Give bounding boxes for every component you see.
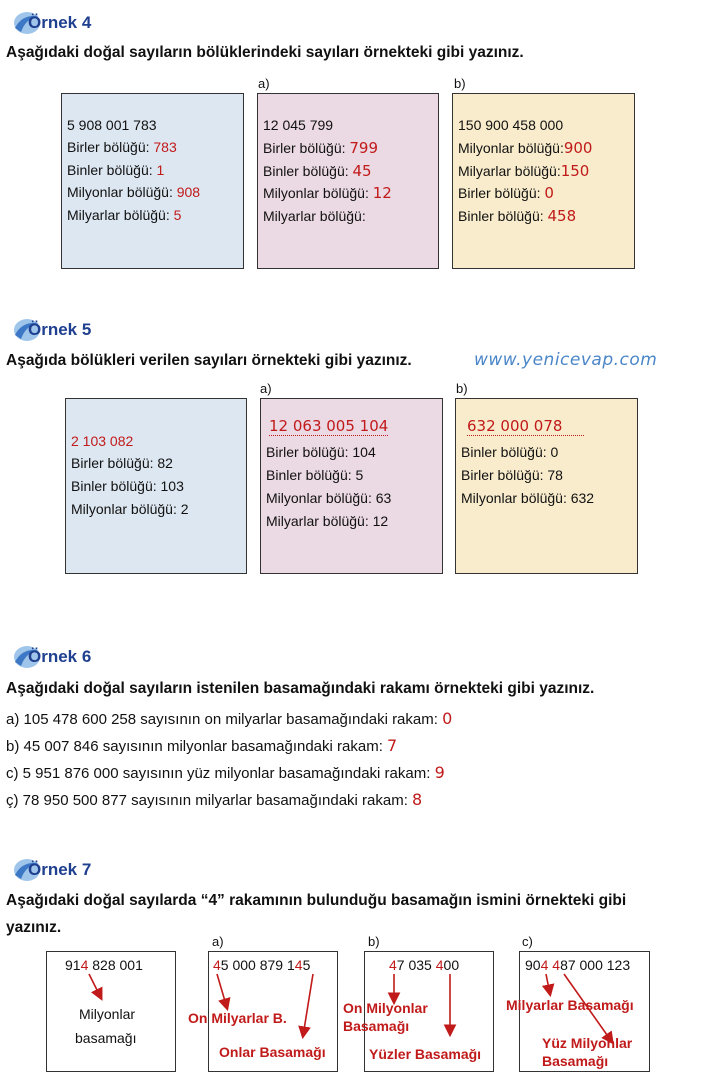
item-text: a) 105 478 600 258 sayısının on milyarlar basamağındaki rakam: (6, 711, 438, 728)
row-label: Milyarlar bölüğü: (263, 208, 366, 224)
item-text: ç) 78 950 500 877 sayısının milyarlar basamağındaki rakam: (6, 792, 408, 809)
ornek5-title: Örnek 5 (28, 320, 92, 339)
row-label: Milyarlar bölüğü: (67, 207, 170, 223)
ornek4-b-box (452, 93, 635, 269)
ornek6-item (6, 736, 397, 755)
ornek5-b-row: Birler bölüğü: 78 (461, 467, 563, 483)
label-line: Basamağı (343, 1018, 410, 1034)
digit-four: 4 (213, 957, 221, 973)
row-value: 1 (156, 162, 165, 178)
ornek5-example-row: Binler bölüğü: 103 (71, 478, 184, 494)
ornek5-example-row: Milyonlar bölüğü: 2 (71, 501, 189, 517)
ornek4-a-row (263, 207, 366, 225)
watermark: www.yenicevap.com (474, 350, 658, 370)
ornek4-a-box (257, 93, 439, 269)
ornek4-example-row (67, 139, 177, 155)
row-label: Binler bölüğü: (263, 163, 349, 179)
row-value: 783 (153, 139, 177, 155)
ornek7-a-label2: Onlar Basamağı (219, 1044, 326, 1060)
number-part: 5 000 879 1 (220, 957, 295, 973)
ornek6-title: Örnek 6 (28, 647, 92, 666)
ornek5-example-number: 2 103 082 (71, 433, 134, 449)
ornek5-example-row: Birler bölüğü: 82 (71, 455, 173, 471)
row-label: Milyonlar bölüğü: (67, 184, 173, 200)
ornek4-example-box (61, 93, 244, 269)
label-line: Yüz Milyonlar (542, 1035, 633, 1051)
ornek7-example-answer2: basamağı (75, 1030, 137, 1046)
ornek5-a-row: Milyonlar bölüğü: 63 (266, 490, 392, 506)
ornek7-example-box (46, 951, 176, 1072)
row-label: Milyarlar bölüğü: (458, 163, 561, 179)
row-value: 908 (176, 184, 201, 200)
item-text: c) 5 951 876 000 sayısının yüz milyonlar basamağındaki rakam: (6, 765, 431, 782)
number-part: 91 (65, 957, 81, 973)
ornek4-example-row (67, 184, 200, 200)
digit-four: 4 (552, 957, 561, 973)
ornek4-example-row (67, 207, 181, 223)
label-line: On Milyonlar (343, 1000, 428, 1016)
row-answer: 0 (544, 184, 554, 202)
ornek7-tag-b: b) (368, 934, 380, 949)
number-part: 7 035 (396, 957, 436, 973)
ornek7-c-label2 (542, 1034, 632, 1070)
ornek6-instruction: Aşağıdaki doğal sayıların istenilen basamağındaki rakamı örnekteki gibi yazınız. (6, 680, 595, 697)
number-part: 5 (302, 957, 311, 973)
ornek5-a-answer: 12 063 005 104 (269, 417, 389, 435)
row-label: Birler bölüğü: (263, 140, 346, 156)
ornek6-item (6, 763, 445, 782)
ornek5-a-box (260, 398, 443, 574)
number-part: 828 001 (88, 957, 143, 973)
item-answer: 7 (387, 736, 398, 755)
ornek4-tag-a: a) (258, 76, 270, 91)
ornek6-item (6, 790, 422, 809)
row-answer: 458 (547, 207, 577, 225)
ornek5-tag-a: a) (260, 381, 272, 396)
ornek5-tag-b: b) (456, 381, 468, 396)
ornek4-example-number: 5 908 001 783 (67, 117, 157, 133)
ornek5-b-box (455, 398, 638, 574)
item-answer: 8 (412, 790, 423, 809)
digit-four: 4 (294, 957, 303, 973)
ornek5-a-row: Birler bölüğü: 104 (266, 444, 376, 460)
ornek4-b-row (458, 184, 554, 202)
ornek6-item (6, 709, 452, 728)
ornek5-b-row: Milyonlar bölüğü: 632 (461, 490, 595, 506)
item-answer: 0 (442, 709, 453, 728)
ornek4-title: Örnek 4 (28, 13, 92, 32)
ornek4-b-row (458, 162, 589, 180)
number-part: 87 000 123 (560, 957, 631, 973)
ornek7-instruction-line1: Aşağıdaki doğal sayılarda “4” rakamının bulunduğu basamağın ismini örnekteki gibi (6, 892, 627, 909)
row-answer: 799 (349, 139, 379, 157)
number-part: 90 (525, 957, 541, 973)
ornek5-a-row: Milyarlar bölüğü: 12 (266, 513, 389, 529)
item-answer: 9 (434, 763, 445, 782)
digit-four: 4 (80, 957, 89, 973)
ornek4-example-row (67, 162, 164, 178)
ornek4-b-number: 150 900 458 000 (458, 117, 564, 133)
ornek4-b-row (458, 139, 592, 157)
ornek4-tag-b: b) (454, 76, 466, 91)
ornek4-a-row (263, 139, 378, 157)
ornek5-b-answer: 632 000 078 (467, 417, 584, 436)
ornek7-example-arrow (47, 952, 177, 1073)
number-part: 00 (443, 957, 460, 973)
row-label: Binler bölüğü: (67, 162, 153, 178)
row-label: Milyonlar bölüğü: (263, 185, 369, 201)
digit-four: 4 (435, 957, 444, 973)
row-answer: 45 (352, 162, 372, 180)
digit-four: 4 (389, 957, 397, 973)
ornek7-b-label1 (343, 999, 428, 1035)
ornek5-instruction: Aşağıda bölükleri verilen sayıları örnekteki gibi yazınız. (6, 352, 412, 369)
ornek7-a-label1: On Milyarlar B. (188, 1010, 287, 1026)
row-answer: 12 (372, 184, 392, 202)
item-text: b) 45 007 846 sayısının milyonlar basamağındaki rakam: (6, 738, 383, 755)
row-label: Birler bölüğü: (458, 185, 541, 201)
ornek7-b-label2: Yüzler Basamağı (369, 1046, 482, 1062)
label-line: Basamağı (542, 1053, 609, 1069)
row-value: 5 (173, 207, 182, 223)
digit-four: 4 (540, 957, 549, 973)
ornek7-tag-a: a) (212, 934, 224, 949)
row-label: Milyonlar bölüğü: (458, 140, 564, 156)
ornek4-a-row (263, 162, 372, 180)
ornek5-a-row: Binler bölüğü: 5 (266, 467, 364, 483)
ornek7-instruction-line2: yazınız. (6, 919, 62, 936)
row-answer: 150 (560, 162, 590, 180)
ornek4-a-number: 12 045 799 (263, 117, 334, 133)
ornek7-title: Örnek 7 (28, 860, 92, 879)
ornek4-b-row (458, 207, 576, 225)
ornek5-b-row: Binler bölüğü: 0 (461, 444, 559, 460)
ornek4-a-row (263, 184, 392, 202)
row-label: Birler bölüğü: (67, 139, 150, 155)
ornek7-c-label1: Milyarlar Basamağı (506, 997, 634, 1013)
row-label: Binler bölüğü: (458, 208, 544, 224)
ornek7-example-answer1: Milyonlar (79, 1006, 136, 1022)
ornek4-instruction: Aşağıdaki doğal sayıların bölüklerindeki sayıları örnekteki gibi yazınız. (6, 44, 524, 61)
ornek5-example-box (65, 398, 247, 574)
row-answer: 900 (563, 139, 593, 157)
ornek7-tag-c: c) (522, 934, 533, 949)
